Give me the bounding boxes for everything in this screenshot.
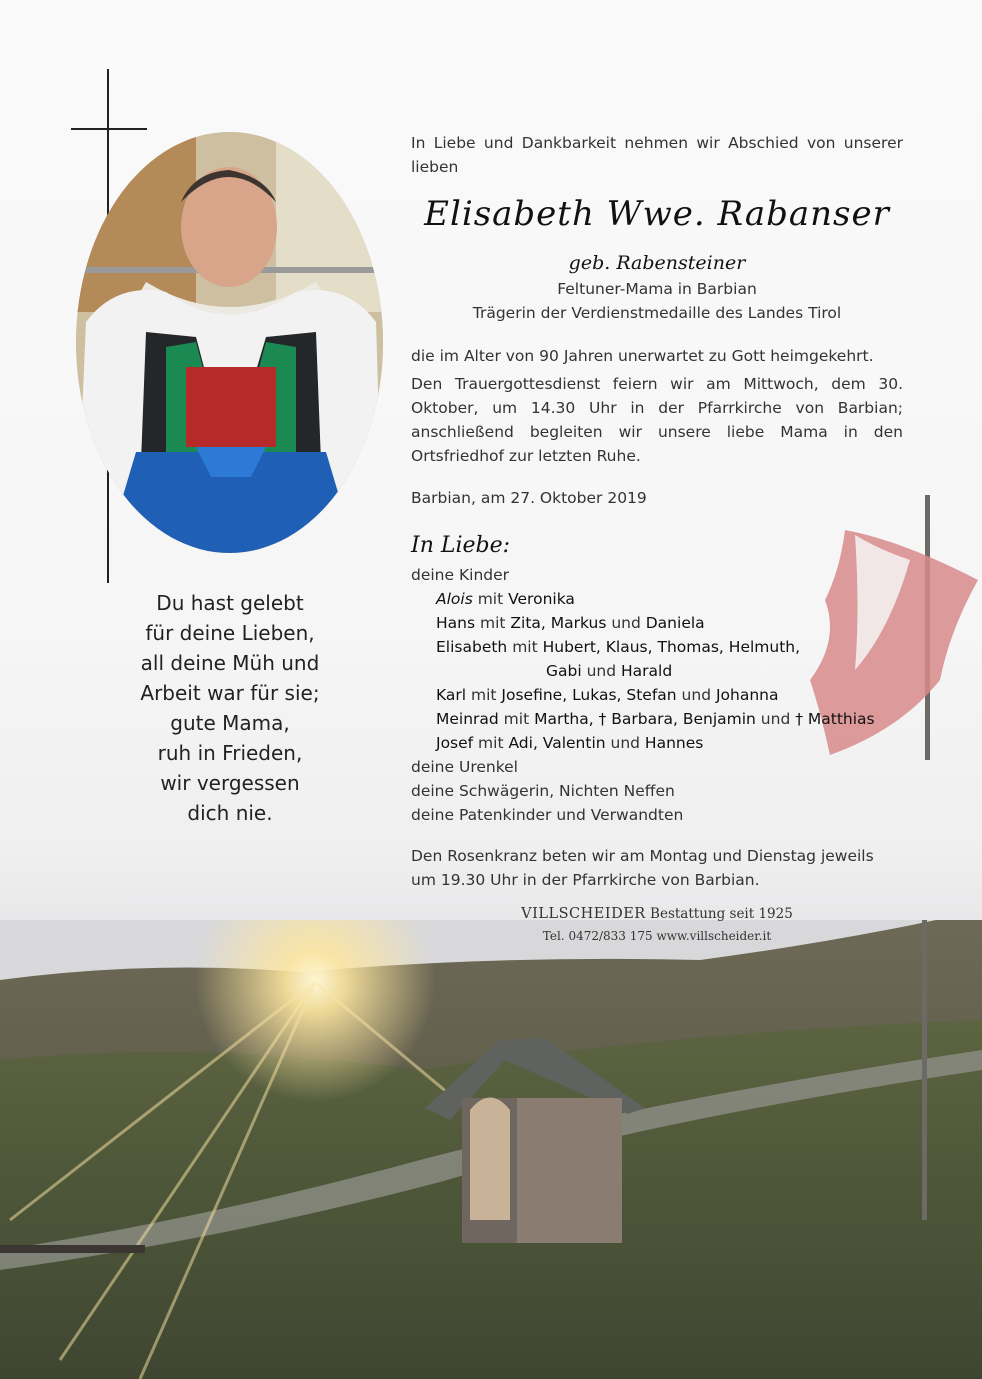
maiden-name: geb. Rabensteiner xyxy=(568,252,746,274)
children-label: deine Kinder xyxy=(411,566,510,584)
undertaker-contact: Tel. 0472/833 175 www.villscheider.it xyxy=(542,929,772,943)
landscape-photo xyxy=(0,920,982,1379)
family-name: Karl xyxy=(436,686,467,704)
family-name: Hans xyxy=(436,614,476,632)
family-line xyxy=(411,587,931,611)
portrait-photo xyxy=(76,132,383,553)
poem-line: Arbeit war für sie; xyxy=(140,681,320,705)
godchildren-label: deine Patenkinder und Verwandten xyxy=(411,806,684,824)
age-text: die im Alter von 90 Jahren unerwartet zu Gott heimgekehrt. xyxy=(411,347,874,365)
family-name: Hubert, Klaus, Thomas, Helmuth, xyxy=(542,638,801,656)
poem-line: für deine Lieben, xyxy=(145,621,315,645)
family-name: Martha, † Barbara, Benjamin xyxy=(534,710,756,728)
family-connector: und xyxy=(606,614,646,632)
deceased-title-2: Trägerin der Verdienstmedaille des Landes Tirol xyxy=(472,304,842,322)
rosary-text: Den Rosenkranz beten wir am Montag und Dienstag jeweils um 19.30 Uhr in der Pfarrkirche von Barbian. xyxy=(411,847,874,889)
undertaker-block xyxy=(411,903,903,947)
family-connector: und xyxy=(605,734,645,752)
family-name: Adi, Valentin xyxy=(508,734,606,752)
family-name: Daniela xyxy=(645,614,705,632)
family-name: Harald xyxy=(621,662,673,680)
family-list xyxy=(411,563,931,827)
family-name: Alois xyxy=(436,590,473,608)
poem xyxy=(100,588,360,828)
family-connector: mit xyxy=(475,614,511,632)
deceased-name: Elisabeth Wwe. Rabanser xyxy=(424,194,890,234)
family-connector: und xyxy=(755,710,796,728)
family-line xyxy=(411,707,931,731)
family-line xyxy=(411,731,931,755)
family-connector: mit xyxy=(498,710,535,728)
cross-horizontal xyxy=(71,128,147,130)
in-laws-label: deine Schwägerin, Nichten Neffen xyxy=(411,782,675,800)
family-line xyxy=(411,659,931,683)
undertaker-tagline: Bestattung seit 1925 xyxy=(650,906,793,922)
deceased-title-1: Feltuner-Mama in Barbian xyxy=(557,280,757,298)
family-name: Josef xyxy=(436,734,474,752)
poem-line: dich nie. xyxy=(187,801,273,825)
family-name: Gabi xyxy=(546,662,582,680)
family-name: † Matthias xyxy=(795,710,875,728)
poem-line: Du hast gelebt xyxy=(156,591,304,615)
family-connector: mit xyxy=(466,686,502,704)
family-connector: und xyxy=(676,686,716,704)
family-line xyxy=(411,683,931,707)
family-line xyxy=(411,635,931,659)
family-name: Elisabeth xyxy=(436,638,508,656)
family-name: Hannes xyxy=(644,734,704,752)
service-text: Den Trauergottesdienst feiern wir am Mittwoch, dem 30. Oktober, um 14.30 Uhr in der Pfarrkirche von Barbian; anschließend begleiten wir unsere liebe Mama in den Ortsfriedhof zur letzten Ruhe. xyxy=(411,375,903,465)
date-line: Barbian, am 27. Oktober 2019 xyxy=(411,489,647,507)
poem-line: gute Mama, xyxy=(170,711,290,735)
family-name: Veronika xyxy=(508,590,575,608)
poem-line: ruh in Frieden, xyxy=(157,741,303,765)
family-connector: mit xyxy=(472,590,509,608)
family-name: Zita, Markus xyxy=(510,614,607,632)
in-liebe-heading: In Liebe: xyxy=(411,533,511,558)
grandchildren-label: deine Urenkel xyxy=(411,758,518,776)
undertaker-name: VILLSCHEIDER xyxy=(521,906,646,922)
family-name: Josefine, Lukas, Stefan xyxy=(501,686,677,704)
intro-text: In Liebe und Dankbarkeit nehmen wir Abschied von unserer lieben xyxy=(411,134,903,176)
family-name: Johanna xyxy=(715,686,779,704)
family-line xyxy=(411,611,931,635)
poem-line: all deine Müh und xyxy=(140,651,320,675)
family-name: Meinrad xyxy=(436,710,499,728)
poem-line: wir vergessen xyxy=(160,771,300,795)
family-connector: mit xyxy=(507,638,543,656)
family-connector: und xyxy=(581,662,621,680)
family-connector: mit xyxy=(473,734,509,752)
